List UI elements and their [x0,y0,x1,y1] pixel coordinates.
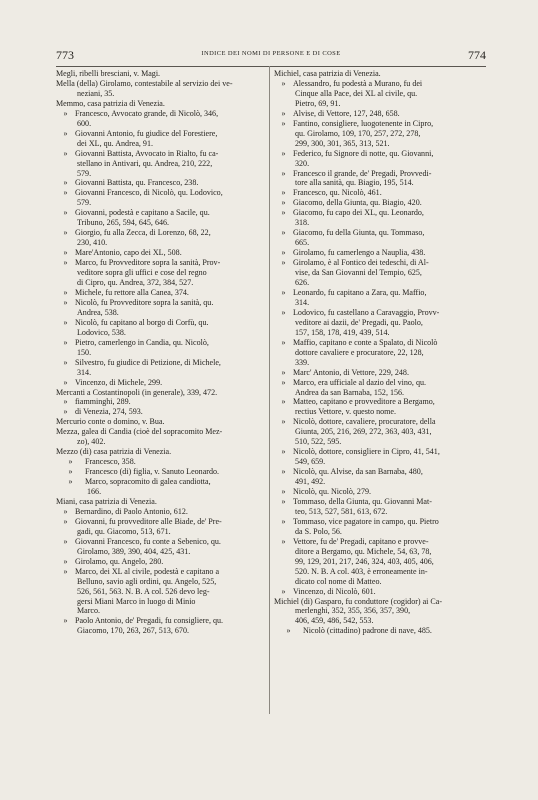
index-line [56,537,265,547]
ditto-marker: » [281,377,286,387]
index-entry-text: Giacomo, fu della Giunta, qu. Tommaso, [293,228,425,238]
ditto-marker: » [281,496,286,506]
index-entry-text: qu. Girolamo, 109, 170, 257, 272, 278, [295,128,421,138]
index-line [274,517,486,527]
index-entry-text: 314. [77,367,92,377]
index-line [274,437,486,447]
index-line [56,527,265,537]
index-entry-text: 230, 410. [77,238,108,248]
index-entry-text: Francesco (di) figlia, v. Sanuto Leonardo. [85,467,219,477]
ditto-marker: » [281,536,286,546]
ditto-marker: » [286,626,291,636]
index-line [56,477,265,487]
index-line [56,139,265,149]
ditto-marker: » [68,457,73,467]
index-line [56,388,265,398]
index-line [274,487,486,497]
ditto-marker: » [281,397,286,407]
index-line [274,288,486,298]
index-line [56,328,265,338]
index-line [274,537,486,547]
ditto-marker: » [63,317,68,327]
index-line [56,417,265,427]
index-entry-text: gadi, qu. Giacomo, 513, 671. [77,526,171,536]
index-line [274,597,486,607]
index-line [56,258,265,268]
ditto-marker: » [63,148,68,158]
index-entry-text: Mezzo (di) casa patrizia di Venezia. [56,447,172,457]
index-line [56,437,265,447]
index-line [274,159,486,169]
index-entry-text: Nicolò, qu. Nicolò, 279. [293,487,372,497]
index-entry-text: Silvestro, fu giudice di Petizione, di Michele, [75,357,221,367]
index-entry-text: 665. [295,238,310,248]
index-entry-text: vise, da San Giovanni del Tempio, 625, [295,268,422,278]
ditto-marker: » [281,208,286,218]
index-line [56,348,265,358]
index-line [56,109,265,119]
index-line [274,497,486,507]
index-line [274,616,486,626]
index-line [56,368,265,378]
index-entry-text: veditore sopra gli uffici e cose del regno [77,268,207,278]
ditto-marker: » [63,248,68,258]
index-entry-text: 166. [87,487,102,497]
index-entry-text: Girolamo, 389, 390, 404, 425, 431. [77,546,191,556]
ditto-marker: » [63,128,68,138]
ditto-marker: » [63,178,68,188]
ditto-marker: » [281,516,286,526]
index-entry-text: Girolamo, è al Fontico dei tedeschi, di Al- [293,258,429,268]
index-line [56,487,265,497]
index-entry-text: Francesco, 358. [85,457,136,467]
ditto-marker: » [281,188,286,198]
index-entry-text: zo), 402. [77,437,106,447]
index-entry-text: 549, 659. [295,457,326,467]
index-line [274,89,486,99]
index-entry-text: Giacomo, 170, 263, 267, 513, 670. [77,626,189,636]
index-entry-text: 491, 492. [295,477,326,487]
index-line [56,358,265,368]
index-entry-text: 626. [295,278,310,288]
page-header [56,48,486,64]
index-entry-text: 314. [295,297,310,307]
index-entry-text: Maffio, capitano e conte a Spalato, di Nicolò [293,337,438,347]
ditto-marker: » [281,467,286,477]
index-line [274,298,486,308]
index-entry-text: Megli, ribelli bresciani, v. Magi. [56,69,161,78]
index-entry-text: Vincenzo, di Michele, 299. [75,377,163,387]
ditto-marker: » [281,287,286,297]
index-line [56,507,265,517]
index-column-right [274,69,486,636]
index-entry-text: Vincenzo, di Nicolò, 601. [293,586,376,596]
ditto-marker: » [281,168,286,178]
index-entry-text: dei XL, qu. Andrea, 91. [77,138,153,148]
index-entry-text: stellano in Antivari, qu. Andrea, 210, 222, [77,158,213,168]
index-entry-text: 579. [77,168,92,178]
ditto-marker: » [281,148,286,158]
index-line [274,417,486,427]
index-entry-text: Alessandro, fu podestà a Murano, fu dei [293,78,423,88]
page-number-left: 773 [56,48,74,62]
index-entry-text: Lodovico, 538. [77,327,126,337]
ditto-marker: » [281,307,286,317]
index-entry-text: Marco, sopracomito di galea candiotta, [85,477,211,487]
index-line [274,397,486,407]
index-entry-text: Miani, casa patrizia di Venezia. [56,496,157,506]
index-entry-text: da S. Polo, 56. [295,526,342,536]
ditto-marker: » [281,258,286,268]
ditto-marker: » [63,287,68,297]
index-line [274,328,486,338]
index-entry-text: Giovanni Battista, Avvocato in Rialto, fu ca- [75,148,219,158]
index-entry-text: dicato col nome di Matteo. [295,576,382,586]
index-line [56,149,265,159]
index-entry-text: 526, 561, 563. N. B. A col. 526 devo leg- [77,586,210,596]
index-entry-text: 157, 158, 178, 419, 439, 514. [295,327,390,337]
index-entry-text: Federico, fu Signore di notte, qu. Giovanni, [293,148,434,158]
index-entry-text: Michiel (di) Gasparo, fu conduttore (cogidor) ai Ca- [274,596,443,606]
index-entry-text: Giovanni Francesco, di Nicolò, qu. Lodovico, [75,188,223,198]
index-entry-text: 320. [295,158,310,168]
index-entry-text: Girolamo, qu. Angelo, 280. [75,556,164,566]
index-line [56,248,265,258]
ditto-marker: » [281,198,286,208]
index-line [274,587,486,597]
index-line [274,467,486,477]
index-entry-text: Leonardo, fu capitano a Zara, qu. Maffio, [293,287,427,297]
index-entry-text: Belluno, savio agli ordini, qu. Angelo, 525, [77,576,217,586]
index-entry-text: gersi Miani Marco in luogo di Minio [77,596,196,606]
index-line [56,268,265,278]
index-line [56,338,265,348]
index-entry-text: Mercurio conte o domino, v. Bua. [56,417,165,427]
index-entry-text: Giovanni Antonio, fu giudice del Forestiere, [75,128,218,138]
index-entry-text: Giovanni, fu provveditore alle Biade, de' Pre- [75,516,222,526]
index-line [274,547,486,557]
index-line [274,218,486,228]
index-line [56,169,265,179]
index-entry-text: 520. N. B. A col. 403, è erroneamente in- [295,566,428,576]
index-line [274,248,486,258]
index-line [56,587,265,597]
index-line [274,79,486,89]
index-entry-text: Marco, era ufficiale al dazio del vino, qu. [293,377,427,387]
index-line [56,129,265,139]
index-entry-text: Vettore, fu de' Pregadi, capitano e provve- [293,536,429,546]
index-line [56,288,265,298]
index-entry-text: 406, 459, 486, 542, 553. [295,616,374,626]
index-line [56,606,265,616]
index-line [56,616,265,626]
ditto-marker: » [281,78,286,88]
page-number-right: 774 [468,48,486,62]
index-line [274,427,486,437]
index-line [56,308,265,318]
ditto-marker: » [63,377,68,387]
index-line [56,397,265,407]
index-entry-text: Giovanni, podestà e capitano a Sacile, qu. [75,208,210,218]
ditto-marker: » [281,118,286,128]
ditto-marker: » [63,337,68,347]
ditto-marker: » [63,297,68,307]
header-rule [56,66,486,67]
index-entry-text: 318. [295,218,310,228]
index-line [56,447,265,457]
ditto-marker: » [281,487,286,497]
index-entry-text: ditore a Bergamo, qu. Michele, 54, 63, 78, [295,546,432,556]
index-line [56,427,265,437]
index-line [56,457,265,467]
ditto-marker: » [63,536,68,546]
ditto-marker: » [281,447,286,457]
index-line [56,557,265,567]
index-entry-text: Giunta, 205, 216, 269, 272, 363, 403, 431, [295,427,432,437]
index-line [274,198,486,208]
index-line [274,258,486,268]
index-line [274,318,486,328]
index-entry-text: Michiel, casa patrizia di Venezia. [274,69,381,78]
index-entry-text: rectius Vettore, v. questo nome. [295,407,397,417]
index-line [56,407,265,417]
index-entry-text: Tommaso, vice pagatore in campo, qu. Pietro [293,516,439,526]
index-entry-text: Nicolò, qu. Alvise, da san Barnaba, 480, [293,467,423,477]
index-line [56,119,265,129]
index-line [274,228,486,238]
index-line [274,188,486,198]
index-entry-text: Girolamo, fu camerlengo a Nauplia, 438. [293,248,426,258]
index-line [274,368,486,378]
index-line [56,89,265,99]
index-line [274,567,486,577]
index-entry-text: 299, 300, 301, 365, 313, 521. [295,138,390,148]
index-entry-text: 579. [77,198,92,208]
index-line [56,99,265,109]
ditto-marker: » [63,616,68,626]
index-entry-text: 150. [77,347,92,357]
index-line [56,79,265,89]
index-entry-text: Marco, fu Provveditore sopra la sanità, Prov- [75,258,221,268]
index-line [56,198,265,208]
index-entry-text: Marc' Antonio, di Vettore, 229, 248. [293,367,409,377]
index-line [274,129,486,139]
index-entry-text: Marco. [77,606,101,616]
index-entry-text: di Cipro, qu. Andrea, 372, 384, 527. [77,278,194,288]
index-entry-text: Giovanni Battista, qu. Francesco, 238. [75,178,199,188]
index-line [56,577,265,587]
index-entry-text: Tribuno, 265, 594, 645, 646. [77,218,170,228]
index-line [274,238,486,248]
index-line [56,218,265,228]
index-line [56,188,265,198]
index-line [274,378,486,388]
index-line [56,626,265,636]
index-line [274,208,486,218]
index-entry-text: merlenghi, 352, 355, 356, 357, 390, [295,606,411,616]
index-entry-text: 99, 129, 201, 217, 246, 324, 403, 405, 406, [295,556,434,566]
ditto-marker: » [63,108,68,118]
index-column-left [56,69,265,636]
index-line [274,69,486,79]
index-entry-text: Tommaso, della Giunta, qu. Giovanni Mat- [293,496,432,506]
ditto-marker: » [63,516,68,526]
index-line [274,139,486,149]
ditto-marker: » [281,337,286,347]
ditto-marker: » [281,228,286,238]
index-entry-text: Giacomo, della Giunta, qu. Biagio, 420. [293,198,422,208]
ditto-marker: » [68,477,73,487]
index-line [274,149,486,159]
index-line [56,69,265,79]
ditto-marker: » [63,566,68,576]
column-divider [269,66,270,714]
index-line [274,626,486,636]
index-entry-text: Memmo, casa patrizia di Venezia. [56,98,165,108]
index-entry-text: Fantino, consigliere, luogotenente in Cipro, [293,118,434,128]
index-line [56,278,265,288]
index-entry-text: Francesco, qu. Nicolò, 461. [293,188,382,198]
ditto-marker: » [281,417,286,427]
index-line [274,99,486,109]
ditto-marker: » [63,407,68,417]
index-line [274,447,486,457]
index-entry-text: Alvise, di Vettore, 127, 248, 658. [293,108,400,118]
index-entry-text: Bernardino, di Paolo Antonio, 612. [75,506,188,516]
ditto-marker: » [281,367,286,377]
index-entry-text: Giacomo, fu capo dei XL, qu. Leonardo, [293,208,424,218]
index-line [56,159,265,169]
index-entry-text: di Venezia, 274, 593. [75,407,143,417]
index-entry-text: Marco, dei XL al civile, podestà e capitano a [75,566,220,576]
index-entry-text: Pietro, 69, 91. [295,98,341,108]
index-line [274,457,486,467]
ditto-marker: » [63,228,68,238]
index-line [274,308,486,318]
index-entry-text: 339. [295,357,310,367]
index-line [56,318,265,328]
index-entry-text: Nicolò, fu Provveditore sopra la sanità, qu. [75,297,214,307]
index-entry-text: Giorgio, fu alla Zecca, di Lorenzo, 68, 22, [75,228,211,238]
ditto-marker: » [281,108,286,118]
index-line [274,557,486,567]
index-entry-text: Mercanti a Costantinopoli (in generale), 339, 472. [56,387,218,397]
index-entry-text: Pietro, camerlengo in Candia, qu. Nicolò, [75,337,209,347]
index-line [274,358,486,368]
ditto-marker: » [63,258,68,268]
ditto-marker: » [63,188,68,198]
index-line [274,577,486,587]
index-entry-text: Mezza, galea di Candia (cioè del sopracomito Mez- [56,427,223,437]
index-line [274,338,486,348]
index-entry-text: Lodovico, fu castellano a Caravaggio, Provv- [293,307,440,317]
index-line [56,597,265,607]
ditto-marker: » [63,556,68,566]
index-line [274,119,486,129]
index-line [56,298,265,308]
index-entry-text: 510, 522, 595. [295,437,342,447]
index-entry-text: Matteo, capitano e provveditore a Bergamo, [293,397,435,407]
index-entry-text: Nicolò, dottore, consigliere in Cipro, 41, 541, [293,447,440,457]
index-entry-text: Cinque alla Pace, dei XL al civile, qu. [295,88,418,98]
index-entry-text: dottore cavaliere e procuratore, 22, 128, [295,347,424,357]
ditto-marker: » [63,208,68,218]
index-entry-text: Giovanni Francesco, fu conte a Sebenico, qu. [75,536,221,546]
index-line [56,208,265,218]
index-entry-text: Nicolò, fu capitano al borgo di Corfù, qu. [75,317,209,327]
index-entry-text: fiamminghi, 289. [75,397,131,407]
index-line [274,507,486,517]
index-line [274,407,486,417]
index-entry-text: neziani, 35. [77,88,115,98]
running-title: INDICE DEI NOMI DI PERSONE E DI COSE [201,50,341,57]
index-line [274,178,486,188]
ditto-marker: » [281,248,286,258]
ditto-marker: » [63,397,68,407]
index-entry-text: teo, 513, 527, 581, 613, 672. [295,506,388,516]
index-line [274,109,486,119]
index-line [56,497,265,507]
index-line [56,178,265,188]
index-line [274,278,486,288]
index-entry-text: Mare'Antonio, capo dei XL, 508. [75,248,182,258]
index-entry-text: Mella (della) Girolamo, contestabile al servizio dei ve- [56,78,233,88]
ditto-marker: » [281,586,286,596]
index-entry-text: veditore ai dazii, de' Pregadi, qu. Paolo, [295,317,423,327]
ditto-marker: » [68,467,73,477]
index-line [274,477,486,487]
index-line [56,228,265,238]
index-line [274,268,486,278]
ditto-marker: » [63,506,68,516]
index-line [56,547,265,557]
index-line [274,527,486,537]
index-line [274,606,486,616]
index-line [56,517,265,527]
index-entry-text: Michele, fu rettore alla Canea, 374. [75,287,189,297]
index-entry-text: Nicolò (cittadino) padrone di nave, 485. [303,626,432,636]
index-line [56,567,265,577]
index-line [56,378,265,388]
index-entry-text: tore alla sanità, qu. Biagio, 195, 514. [295,178,414,188]
index-entry-text: Andrea da san Barnaba, 152, 156. [295,387,405,397]
index-entry-text: 600. [77,118,92,128]
index-entry-text: Nicolò, dottore, cavaliere, procuratore, della [293,417,436,427]
index-line [274,348,486,358]
index-entry-text: Francesco, Avvocato grande, di Nicolò, 346, [75,108,219,118]
index-line [274,169,486,179]
index-entry-text: Francesco il grande, de' Pregadi, Provvedi- [293,168,432,178]
index-line [274,388,486,398]
index-line [56,238,265,248]
index-line [56,467,265,477]
index-entry-text: Paolo Antonio, de' Pregadi, fu consigliere, qu. [75,616,224,626]
index-entry-text: Andrea, 538. [77,307,119,317]
ditto-marker: » [63,357,68,367]
